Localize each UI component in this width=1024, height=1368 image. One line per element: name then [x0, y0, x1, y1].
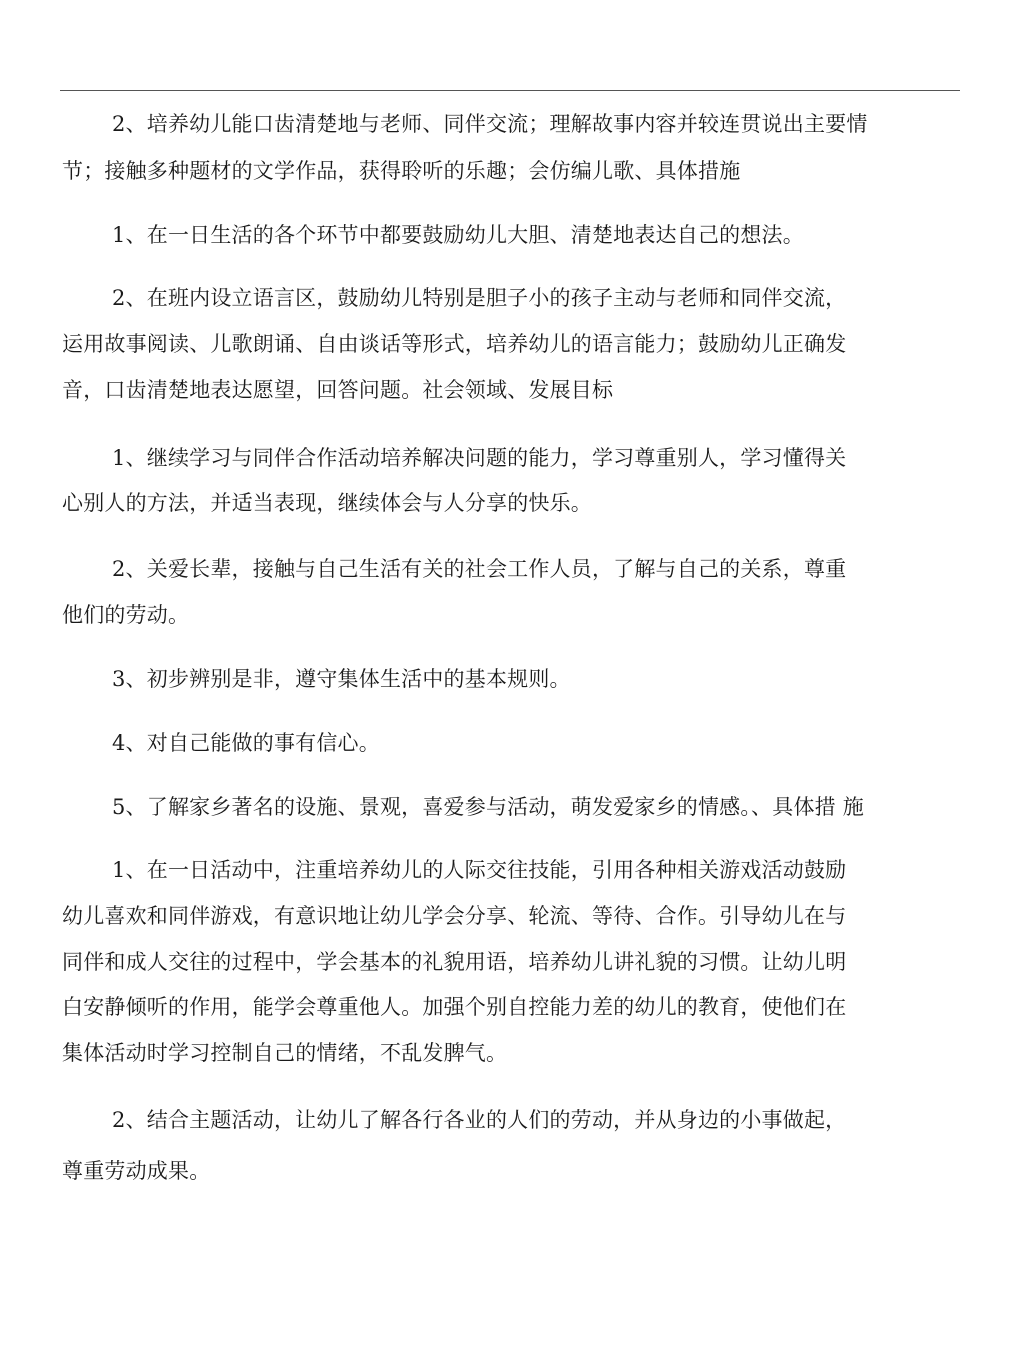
text-line: 1、继续学习与同伴合作活动培养解决问题的能力，学习尊重别人，学习懂得关 [112, 446, 847, 470]
text-line: 1、在一日生活的各个环节中都要鼓励幼儿大胆、清楚地表达自己的想法。 [112, 223, 804, 247]
text-line: 3、初步辨别是非，遵守集体生活中的基本规则。 [112, 667, 571, 691]
text-line: 运用故事阅读、儿歌朗诵、自由谈话等形式，培养幼儿的语言能力；鼓励幼儿正确发 [62, 332, 847, 356]
text-line: 尊重劳动成果。 [62, 1159, 211, 1183]
text-line: 4、对自己能做的事有信心。 [112, 731, 380, 755]
text-line: 同伴和成人交往的过程中，学会基本的礼貌用语，培养幼儿讲礼貌的习惯。让幼儿明 [62, 950, 847, 974]
text-line: 节；接触多种题材的文学作品，获得聆听的乐趣；会仿编儿歌、具体措施 [62, 159, 741, 183]
text-line: 幼儿喜欢和同伴游戏，有意识地让幼儿学会分享、轮流、等待、合作。引导幼儿在与 [62, 904, 847, 928]
text-line: 1、在一日活动中，注重培养幼儿的人际交往技能，引用各种相关游戏活动鼓励 [112, 858, 847, 882]
text-line: 2、培养幼儿能口齿清楚地与老师、同伴交流；理解故事内容并较连贯说出主要情 [112, 112, 868, 136]
header-rule [60, 90, 960, 91]
text-line: 他们的劳动。 [62, 603, 190, 627]
text-line: 心别人的方法，并适当表现，继续体会与人分享的快乐。 [62, 491, 592, 515]
text-line: 5、了解家乡著名的设施、景观，喜爱参与活动，萌发爱家乡的情感。、具体措 施 [112, 795, 864, 819]
text-line: 2、结合主题活动，让幼儿了解各行各业的人们的劳动，并从身边的小事做起， [112, 1108, 847, 1132]
text-line: 2、在班内设立语言区，鼓励幼儿特别是胆子小的孩子主动与老师和同伴交流， [112, 286, 847, 310]
text-line: 白安静倾听的作用，能学会尊重他人。加强个别自控能力差的幼儿的教育，使他们在 [62, 995, 847, 1019]
text-line: 集体活动时学习控制自己的情绪，不乱发脾气。 [62, 1041, 508, 1065]
text-line: 2、关爱长辈，接触与自己生活有关的社会工作人员，了解与自己的关系，尊重 [112, 557, 847, 581]
text-line: 音，口齿清楚地表达愿望，回答问题。社会领域、发展目标 [62, 378, 614, 402]
